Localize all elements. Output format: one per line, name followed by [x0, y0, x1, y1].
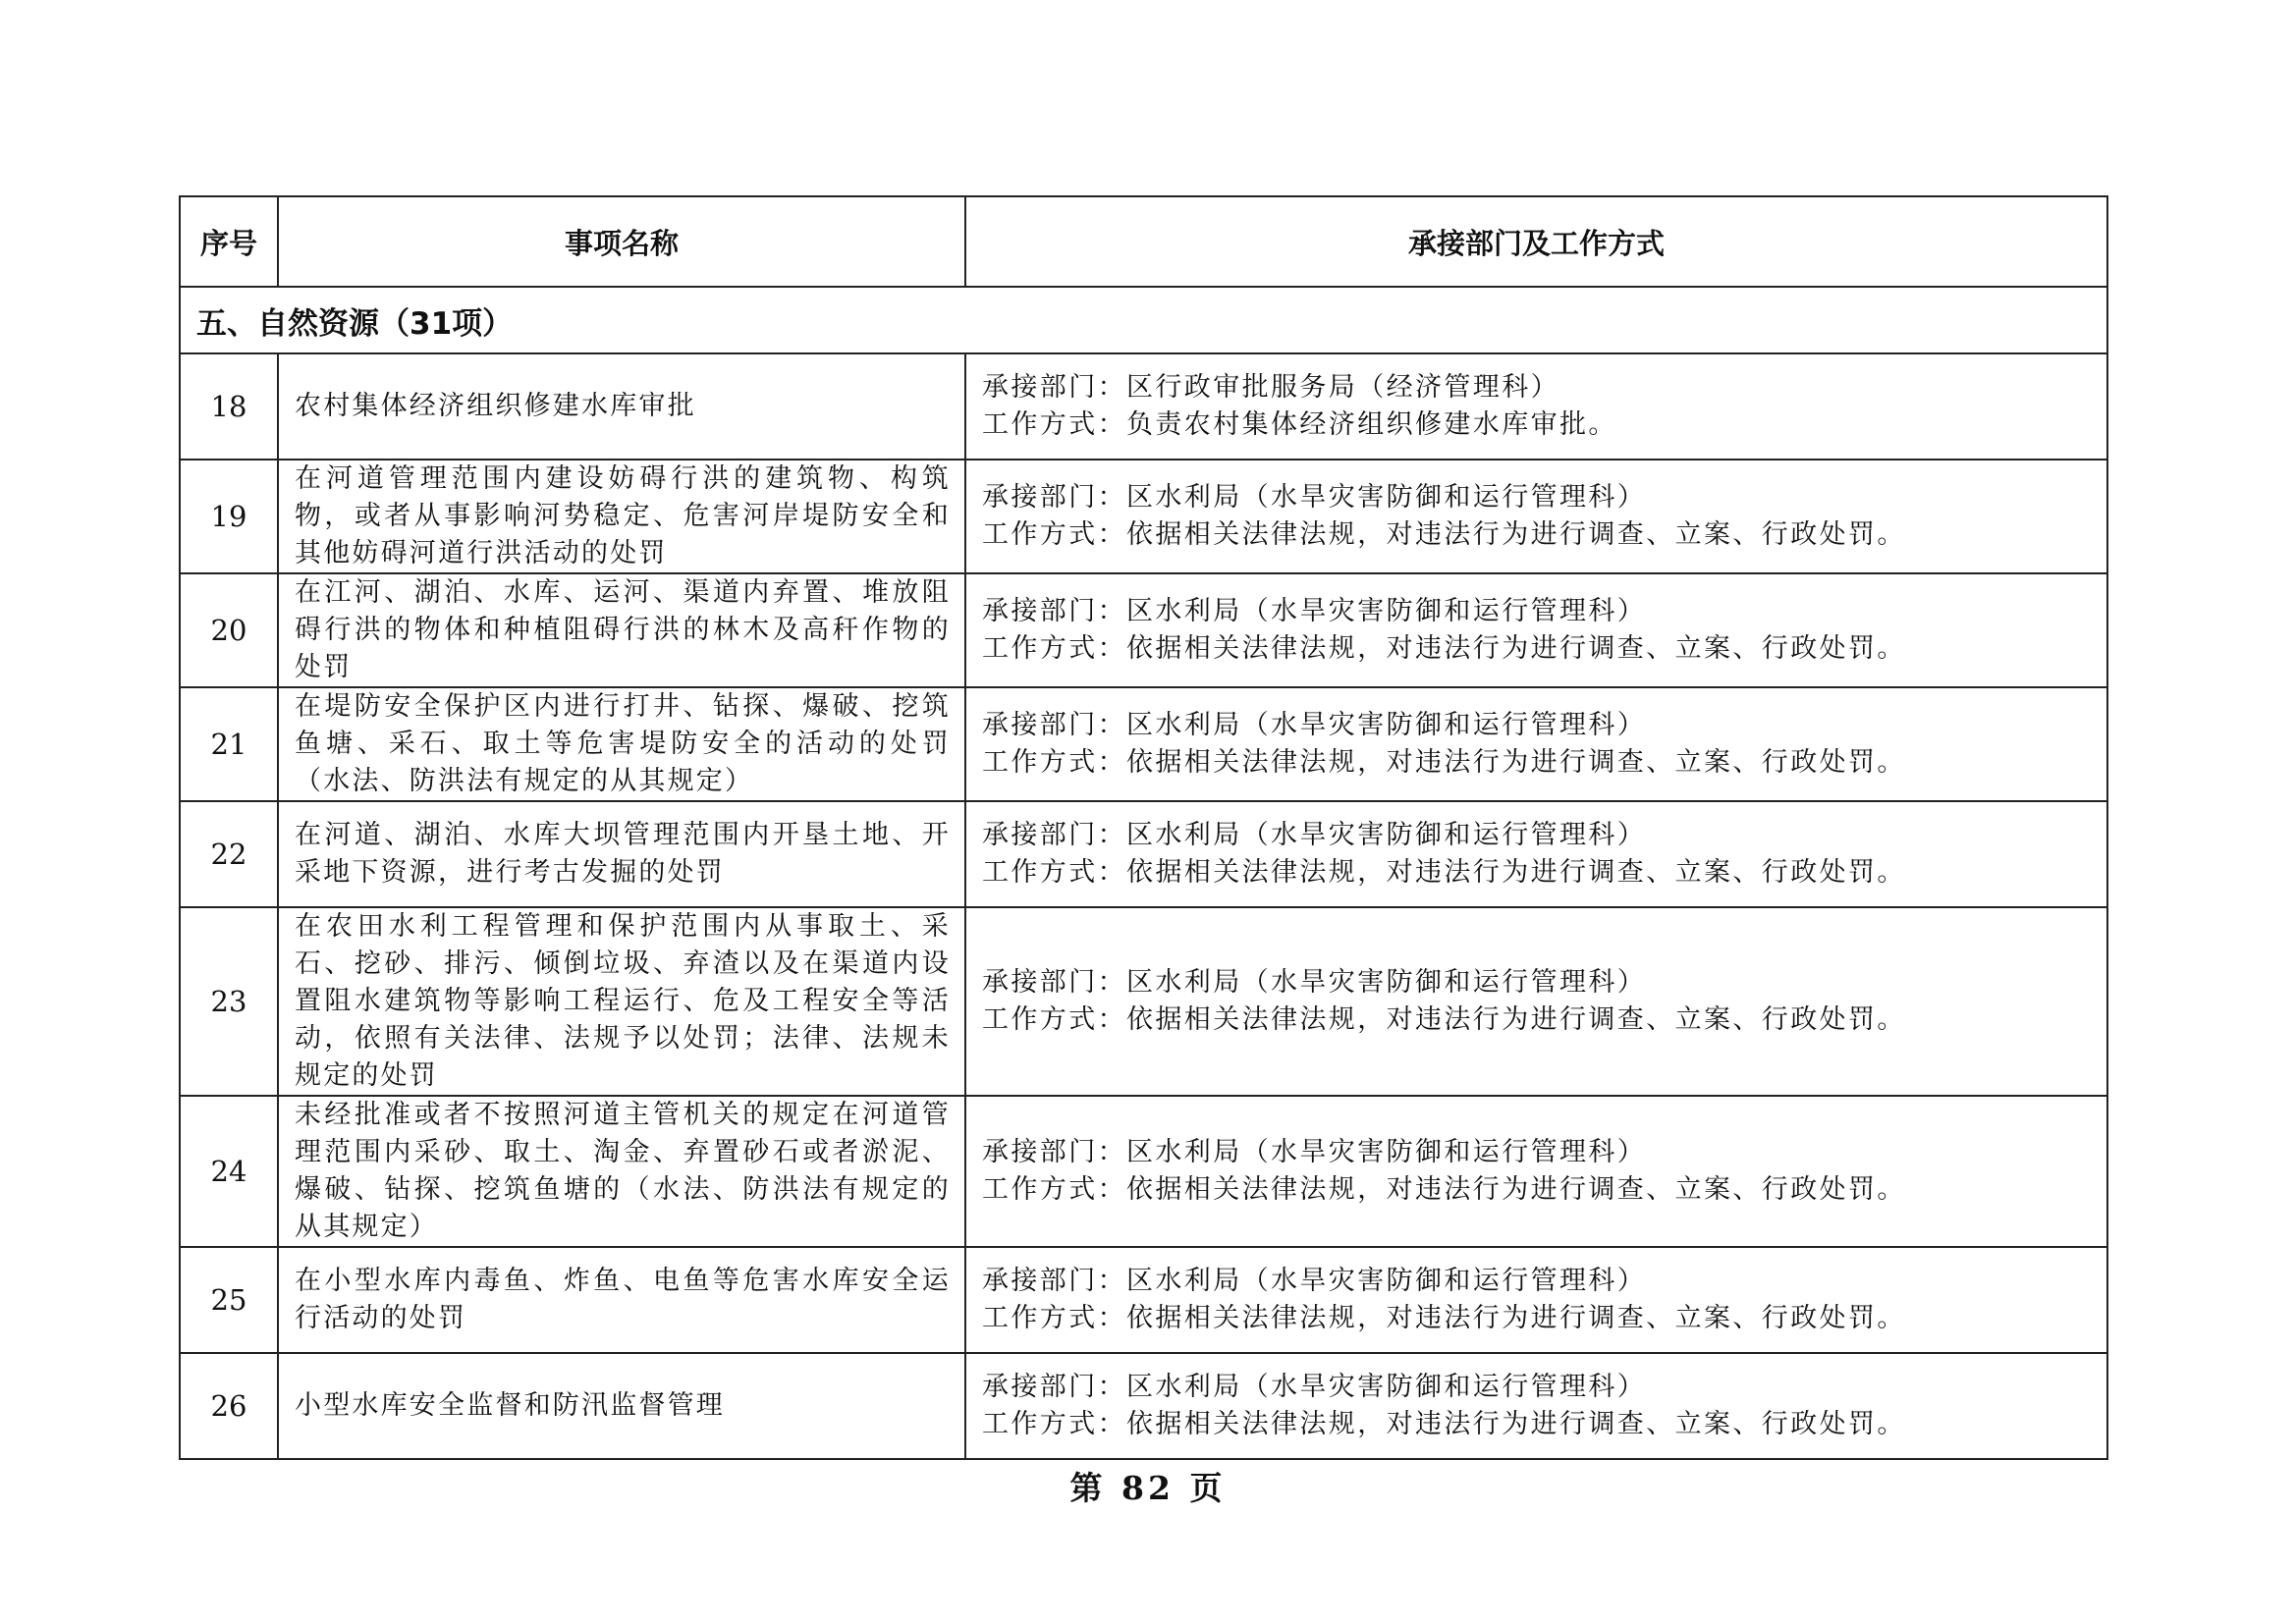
row-no: 25	[180, 1247, 278, 1353]
row-dept-cell	[965, 907, 2107, 1096]
row-dept-cell	[965, 801, 2107, 907]
row-method: 工作方式：依据相关法律法规，对违法行为进行调查、立案、行政处罚。	[982, 1004, 1906, 1035]
row-no: 23	[180, 907, 278, 1096]
row-method: 工作方式：依据相关法律法规，对违法行为进行调查、立案、行政处罚。	[982, 1409, 1906, 1439]
table-row	[180, 573, 2107, 687]
table-row	[180, 1247, 2107, 1353]
row-dept: 承接部门：区行政审批服务局（经济管理科）	[982, 372, 1559, 403]
row-no: 18	[180, 353, 278, 460]
table-row	[180, 801, 2107, 907]
row-dept-cell	[965, 1353, 2107, 1459]
row-name: 在堤防安全保护区内进行打井、钻探、爆破、挖筑鱼塘、采石、取土等危害堤防安全的活动的处罚（水法、防洪法有规定的从其规定）	[278, 687, 965, 801]
row-no: 26	[180, 1353, 278, 1459]
row-name: 在农田水利工程管理和保护范围内从事取土、采石、挖砂、排污、倾倒垃圾、弃渣以及在渠道内设置阻水建筑物等影响工程运行、危及工程安全等活动，依照有关法律、法规予以处罚；法律、法规未规定的处罚	[278, 907, 965, 1096]
row-dept: 承接部门：区水利局（水旱灾害防御和运行管理科）	[982, 1266, 1647, 1296]
table-row	[180, 460, 2107, 573]
table-row	[180, 907, 2107, 1096]
row-dept-cell	[965, 460, 2107, 573]
row-dept: 承接部门：区水利局（水旱灾害防御和运行管理科）	[982, 820, 1647, 850]
row-no: 22	[180, 801, 278, 907]
row-no: 24	[180, 1096, 278, 1247]
row-name: 在河道管理范围内建设妨碍行洪的建筑物、构筑物，或者从事影响河势稳定、危害河岸堤防安全和其他妨碍河道行洪活动的处罚	[278, 460, 965, 573]
row-method: 工作方式：依据相关法律法规，对违法行为进行调查、立案、行政处罚。	[982, 1303, 1906, 1333]
row-dept: 承接部门：区水利局（水旱灾害防御和运行管理科）	[982, 482, 1647, 513]
row-name: 未经批准或者不按照河道主管机关的规定在河道管理范围内采砂、取土、淘金、弃置砂石或者淤泥、爆破、钻探、挖筑鱼塘的（水法、防洪法有规定的从其规定）	[278, 1096, 965, 1247]
table-row	[180, 1096, 2107, 1247]
row-name: 农村集体经济组织修建水库审批	[278, 353, 965, 460]
row-name: 在江河、湖泊、水库、运河、渠道内弃置、堆放阻碍行洪的物体和种植阻碍行洪的林木及高秆作物的处罚	[278, 573, 965, 687]
section-title: 五、自然资源（31项）	[180, 287, 2107, 353]
header-dept: 承接部门及工作方式	[965, 196, 2107, 287]
row-dept-cell	[965, 573, 2107, 687]
page-number: 第 82 页	[1069, 1469, 1227, 1507]
row-dept: 承接部门：区水利局（水旱灾害防御和运行管理科）	[982, 710, 1647, 740]
row-dept: 承接部门：区水利局（水旱灾害防御和运行管理科）	[982, 1372, 1647, 1402]
row-no: 20	[180, 573, 278, 687]
row-method: 工作方式：依据相关法律法规，对违法行为进行调查、立案、行政处罚。	[982, 633, 1906, 664]
header-name: 事项名称	[278, 196, 965, 287]
row-name: 在河道、湖泊、水库大坝管理范围内开垦土地、开采地下资源，进行考古发掘的处罚	[278, 801, 965, 907]
table-header-row	[180, 196, 2107, 287]
row-dept: 承接部门：区水利局（水旱灾害防御和运行管理科）	[982, 596, 1647, 626]
row-method: 工作方式：依据相关法律法规，对违法行为进行调查、立案、行政处罚。	[982, 747, 1906, 778]
row-dept-cell	[965, 687, 2107, 801]
items-table	[179, 195, 2108, 1460]
row-dept: 承接部门：区水利局（水旱灾害防御和运行管理科）	[982, 967, 1647, 998]
row-no: 21	[180, 687, 278, 801]
row-method: 工作方式：负责农村集体经济组织修建水库审批。	[982, 409, 1617, 440]
row-method: 工作方式：依据相关法律法规，对违法行为进行调查、立案、行政处罚。	[982, 519, 1906, 550]
row-name: 在小型水库内毒鱼、炸鱼、电鱼等危害水库安全运行活动的处罚	[278, 1247, 965, 1353]
row-no: 19	[180, 460, 278, 573]
section-row	[180, 287, 2107, 353]
table-row	[180, 353, 2107, 460]
row-method: 工作方式：依据相关法律法规，对违法行为进行调查、立案、行政处罚。	[982, 857, 1906, 888]
header-no: 序号	[180, 196, 278, 287]
table-row	[180, 687, 2107, 801]
row-method: 工作方式：依据相关法律法规，对违法行为进行调查、立案、行政处罚。	[982, 1174, 1906, 1205]
row-dept: 承接部门：区水利局（水旱灾害防御和运行管理科）	[982, 1137, 1647, 1167]
row-dept-cell	[965, 1096, 2107, 1247]
row-dept-cell	[965, 1247, 2107, 1353]
row-dept-cell	[965, 353, 2107, 460]
row-name: 小型水库安全监督和防汛监督管理	[278, 1353, 965, 1459]
table-row	[180, 1353, 2107, 1459]
